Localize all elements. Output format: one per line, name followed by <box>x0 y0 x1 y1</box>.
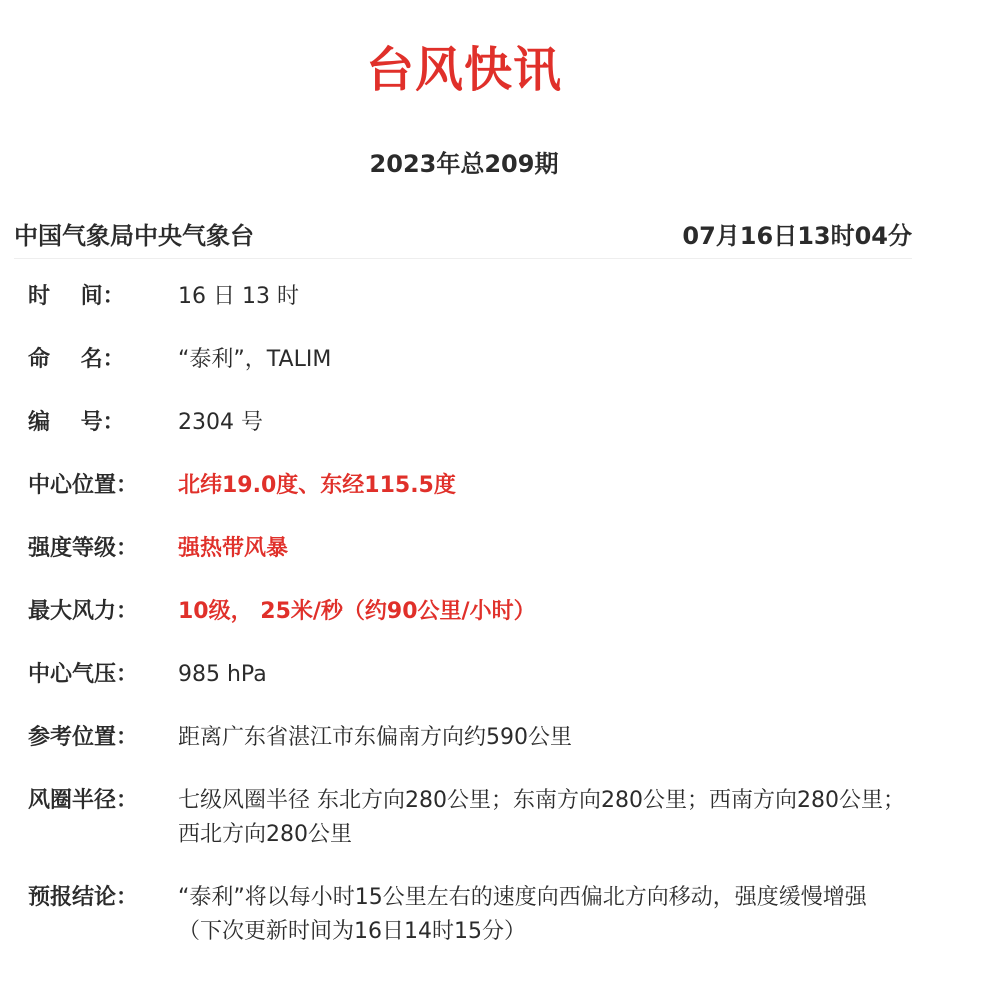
info-row-reference <box>28 721 908 755</box>
info-value-center-position: 北纬19.0度、东经115.5度 <box>178 473 456 498</box>
info-label: 强度等级： <box>28 536 139 561</box>
info-value-pressure: 985 hPa <box>178 662 267 687</box>
info-label: 参考位置： <box>28 725 139 750</box>
forecast-text: “泰利”将以每小时15公里左右的速度向西偏北方向移动，强度缓慢增强 <box>178 885 867 910</box>
info-label: 中心位置： <box>28 473 139 498</box>
info-label: 时 间： <box>28 284 125 309</box>
info-value-max-wind: 10级， 25米/秒（约90公里/小时） <box>178 599 536 624</box>
info-row-pressure <box>28 658 908 692</box>
info-value-intensity: 强热带风暴 <box>178 536 289 561</box>
next-update-note: （下次更新时间为16日14时15分） <box>178 919 526 944</box>
info-value-name: “泰利”，TALIM <box>178 347 332 372</box>
agency-name: 中国气象局中央气象台 <box>14 221 254 250</box>
info-value-reference: 距离广东省湛江市东偏南方向约590公里 <box>178 725 572 750</box>
issue-number: 2023年总209期 <box>369 150 559 178</box>
info-value-forecast <box>178 881 908 949</box>
info-value-wind-radius: 七级风圈半径 东北方向280公里；东南方向280公里；西南方向280公里；西北方向280公里 <box>178 788 905 847</box>
info-label: 预报结论： <box>28 885 139 910</box>
bulletin-header <box>14 214 912 252</box>
info-value-time: 16 日 13 时 <box>178 284 299 309</box>
info-value-number: 2304 号 <box>178 410 263 435</box>
bulletin-datetime: 07月16日13时04分 <box>682 221 912 250</box>
info-row-max-wind <box>28 595 908 629</box>
info-row-number <box>28 406 908 440</box>
typhoon-info-list <box>28 280 908 978</box>
info-row-time <box>28 280 908 314</box>
info-label: 命 名： <box>28 347 125 372</box>
info-row-forecast <box>28 881 908 949</box>
info-row-wind-radius <box>28 784 908 852</box>
info-label: 编 号： <box>28 410 125 435</box>
info-label: 中心气压： <box>28 662 139 687</box>
info-row-center-position <box>28 469 908 503</box>
info-row-intensity <box>28 532 908 566</box>
header-divider <box>14 258 912 259</box>
info-label: 最大风力： <box>28 599 139 624</box>
page-title: 台风快讯 <box>365 42 562 98</box>
info-label: 风圈半径： <box>28 788 139 813</box>
info-row-name <box>28 343 908 377</box>
